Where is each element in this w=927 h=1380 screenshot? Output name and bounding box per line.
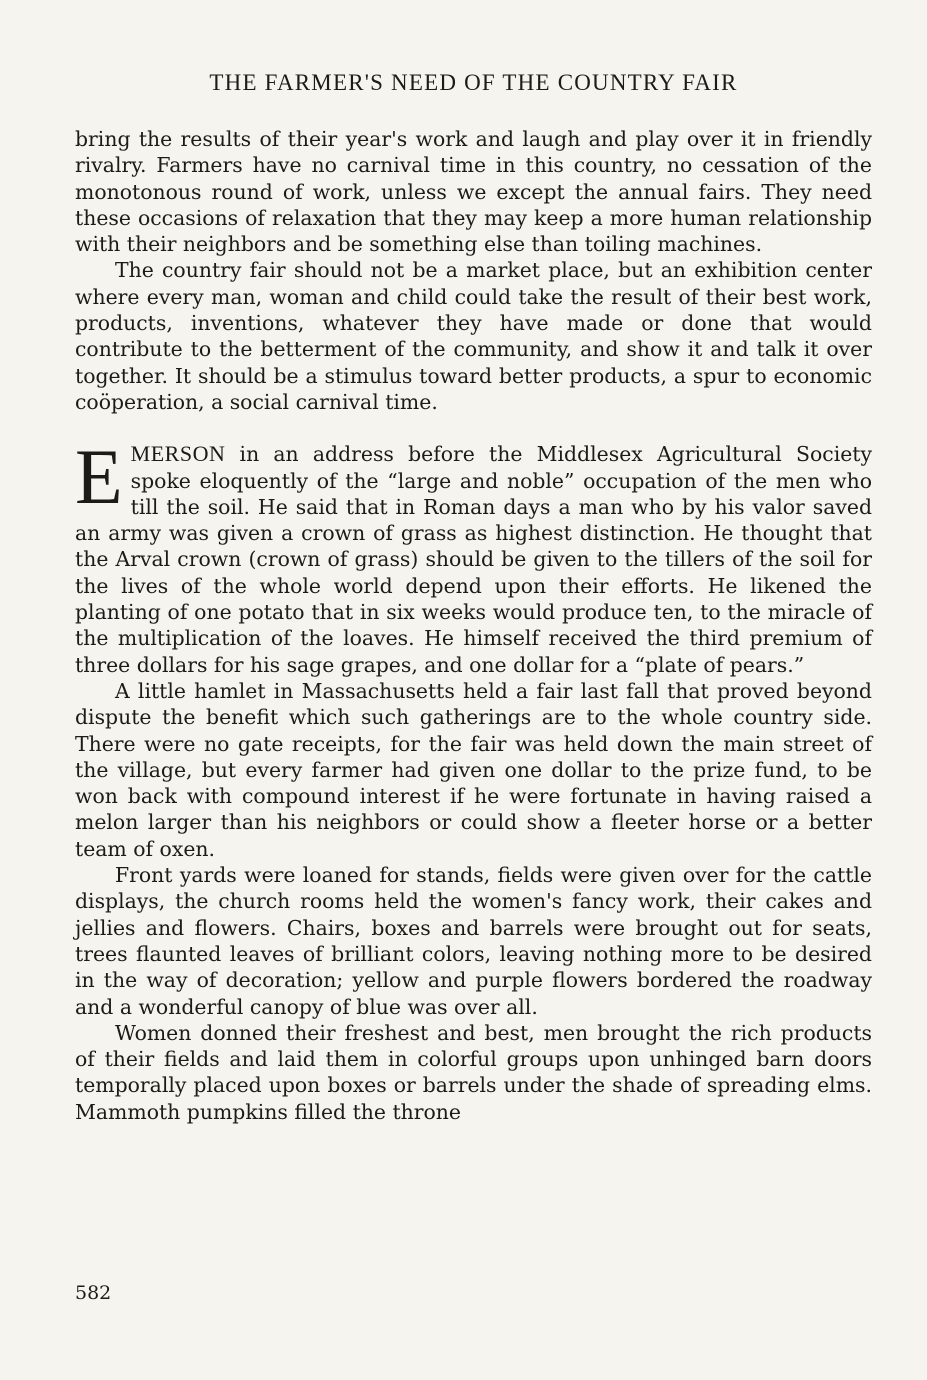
paragraph: A little hamlet in Massachusetts held a fair last fall that proved beyond dispute the benefit which such gatherings are to the whole country side. There were no gate receipts, for the fair was held down the main street of the village, but every farmer had given one dollar to the prize fund, to be won back with compound interest if he were fortunate in having raised a melon larger than his neighbors or could show a fleeter horse or a better team of oxen. [75,678,872,861]
paragraph: The country fair should not be a market place, but an exhibition center where every man, woman and child could take the result of their best work, products, inventions, whatever they have made or done that would contribute to the betterment of the community, and show it and talk it over together. It should be a stimulus toward better products, a spur to economic coöperation, a social carnival time. [75,258,872,414]
running-head: THE FARMER'S NEED OF THE COUNTRY FAIR [209,70,738,95]
drop-cap: E [75,433,123,521]
paragraph-with-drop-cap [75,433,872,678]
article-body [75,126,872,1125]
paragraph: bring the results of their year's work and laugh and play over it in friendly rivalry. Farmers have no carnival time in this country, no cessation of the monotonous round of work, unless we except the annual fairs. They need these occasions of relaxation that they may keep a more human relationship with their neighbors and be something else than toiling machines. [75,127,872,257]
lead-in-small-caps: MERSON [130,441,226,467]
paragraph: Front yards were loaned for stands, fields were given over for the cattle displays, the church rooms held the women's fancy work, their cakes and jellies and flowers. Chairs, boxes and barrels were brought out for seats, trees flaunted leaves of brilliant colors, leaving nothing more to be desired in the way of decoration; yellow and purple flowers bordered the roadway and a wonderful canopy of blue was over all. [75,863,872,1019]
paragraph-text: in an address before the Middlesex Agricultural Society spoke eloquently of the “large and noble” occupation of the men who till the soil. He said that in Roman days a man who by his valor saved an army was given a crown of grass as highest distinction. He thought that the Arval crown (crown of grass) should be given to the tillers of the soil for the lives of the whole world depend upon their efforts. He likened the planting of one potato that in six weeks would produce ten, to the miracle of the multiplication of the loaves. He himself received the third premium of three dollars for his sage grapes, and one dollar for a “plate of pears.” [75,442,872,677]
paragraph: Women donned their freshest and best, men brought the rich products of their fields and laid them in colorful groups upon unhinged barn doors temporally placed upon boxes or barrels under the shade of spreading elms. Mammoth pumpkins filled the throne [75,1020,872,1124]
page-number: 582 [75,1282,112,1304]
